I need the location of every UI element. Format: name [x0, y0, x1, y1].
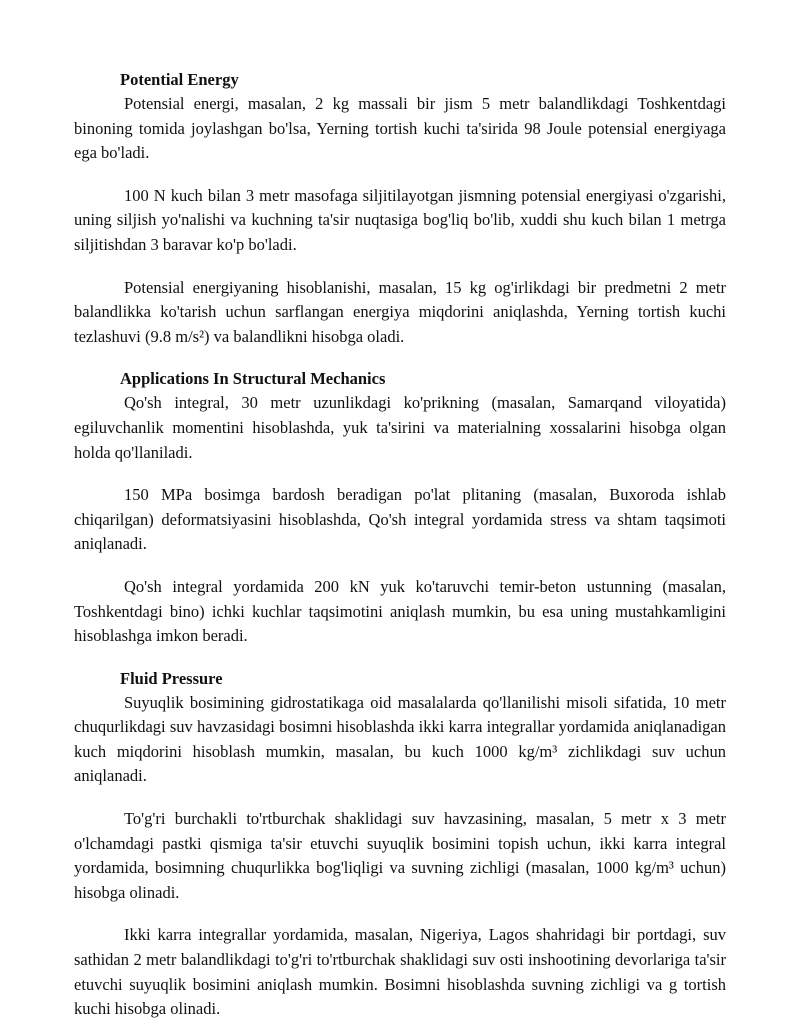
paragraph: Ikki karra integrallar yordamida, masalan, Nigeriya, Lagos shahridagi bir portdagi, suv sathidan 2 metr balandlikdagi to'g'ri to'rtburchak shaklidagi suv osti inshootining devorlariga ta'sir etuvchi suyuqlik bosimini aniqlash mumkin. Bosimni hisoblashda suvning zichligi va g tortish kuchi hisobga olinadi.	[74, 925, 726, 1019]
section-heading: Applications In Structural Mechanics	[120, 369, 386, 389]
paragraph: To'g'ri burchakli to'rtburchak shaklidagi suv havzasining, masalan, 5 metr x 3 metr o'lchamdagi pastki qismiga ta'sir etuvchi suyuqlik bosimini topish uchun, ikki karra integral yordamida, bosimning chuqurlikka bog'liqligi va suvning zichligi (masalan, 1000 kg/m³ uchun) hisobga olinadi.	[74, 809, 726, 902]
paragraph: Potensial energiyaning hisoblanishi, masalan, 15 kg og'irlikdagi bir predmetni 2 metr balandlikka ko'tarish uchun sarflangan energiya miqdorini aniqlashda, Yerning tortish kuchi tezlashuvi (9.8 m/s²) va balandlikni hisobga oladi.	[74, 277, 726, 346]
section-potential-energy	[74, 68, 726, 349]
paragraph: Suyuqlik bosimining gidrostatikaga oid masalalarda qo'llanilishi misoli sifatida, 10 metr chuqurlikdagi suv havzasidagi bosimni hisoblashda ikki karra integrallar yordamida aniqlanadigan kuch miqdorini hisoblash mumkin, masalan, bu kuch 1000 kg/m³ zichlikdagi suv uchun aniqlanadi.	[74, 692, 726, 786]
paragraph: Qo'sh integral, 30 metr uzunlikdagi ko'prikning (masalan, Samarqand viloyatida) egiluvchanlik momentini hisoblashda, yuk ta'sirini va materialning xossalarini hisobga olgan holda qo'llaniladi.	[74, 393, 726, 462]
section-heading: Potential Energy	[120, 70, 239, 89]
section-heading: Fluid Pressure	[120, 668, 223, 688]
paragraph: Potensial energi, masalan, 2 kg massali bir jism 5 metr balandlikdagi Toshkentdagi binoning tomida joylashgan bo'lsa, Yerning tortish kuchi ta'sirida 98 Joule potensial energiyaga ega bo'ladi.	[74, 94, 726, 163]
paragraph: 100 N kuch bilan 3 metr masofaga siljitilayotgan jismning potensial energiyasi o'zgarishi, uning siljish yo'nalishi va kuchning ta'sir nuqtasiga bog'liq bo'lib, xuddi shu kuch bilan 1 metrga siljitishdan 3 baravar ko'p bo'ladi.	[74, 185, 726, 254]
paragraph: Qo'sh integral yordamida 200 kN yuk ko'taruvchi temir-beton ustunning (masalan, Toshkentdagi bino) ichki kuchlar taqsimotini aniqlash mumkin, bu esa uning mustahkamligini hisoblashga imkon beradi.	[74, 576, 726, 646]
section-structural-mechanics	[74, 367, 726, 648]
section-fluid-pressure	[74, 667, 726, 1022]
paragraph: 150 MPa bosimga bardosh beradigan po'lat plitaning (masalan, Buxoroda ishlab chiqarilgan) deformatsiyasini hisoblashda, Qo'sh integral yordamida stress va shtam taqsimoti aniqlanadi.	[74, 485, 726, 554]
